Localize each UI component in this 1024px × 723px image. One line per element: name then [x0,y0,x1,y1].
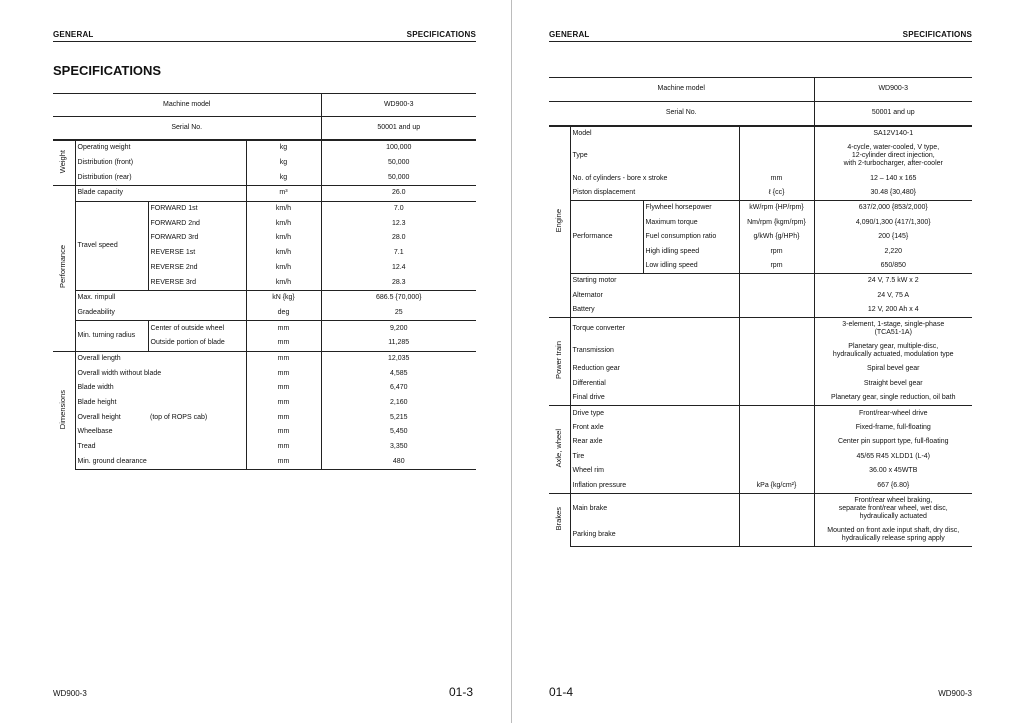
row-item: Max. rimpull [75,290,246,305]
row-unit: mm [246,425,321,440]
row-item: Tire [572,452,585,460]
travel-speed-label: Travel speed [75,201,148,290]
row-value: 50,000 [321,170,476,185]
row-unit: mm [246,440,321,455]
group-label-performance: Performance [53,186,75,352]
row-value: Spiral bevel gear [814,362,972,376]
row-value: 11,285 [321,336,476,351]
right-header-rule [549,41,972,42]
row-item: Blade height [77,399,117,406]
table-row [549,391,972,406]
table-row [549,362,972,376]
right-page-number: 01-4 [549,685,574,699]
row-unit: km/h [246,275,321,290]
row-item: Flywheel horsepower [643,201,739,216]
row-value: Straight bevel gear [814,377,972,391]
row-item: No. of cylinders - bore x stroke [572,174,668,182]
row-unit: m³ [246,186,321,202]
row-item: Differential [572,379,606,387]
row-item: Battery [572,306,595,314]
row-unit: kg [246,156,321,171]
row-item: REVERSE 2nd [148,261,246,276]
row-unit: km/h [246,216,321,231]
row-item: Distribution (rear) [77,173,132,181]
serial-row [549,102,972,127]
row-unit: mm [246,351,321,366]
row-value: 25 [321,306,476,321]
row-value: 28.0 [321,231,476,246]
table-row [549,201,972,216]
left-header-section: GENERAL [53,30,94,39]
row-value: 650/850 [814,259,972,274]
row-value: 9,200 [321,321,476,336]
row-unit: rpm [739,259,814,274]
page-title: SPECIFICATIONS [53,63,162,78]
row-item: High idling speed [643,244,739,258]
row-value: 24 V, 7.5 kW x 2 [814,274,972,289]
table-row [549,126,972,141]
table-row [53,321,476,336]
row-value: 686.5 {70,000} [321,290,476,305]
row-unit: mm [246,396,321,411]
table-row [549,377,972,391]
row-value: 45/65 R45 XLDD1 (L-4) [814,450,972,464]
row-value: Mounted on front axle input shaft, dry disc, hydraulically release spring apply [814,524,972,547]
row-item: Drive type [570,406,739,421]
group-label-axle-wheel: Axle, wheel [549,406,570,493]
row-value: 12 – 140 x 165 [814,171,972,185]
row-unit: kPa {kg/cm²} [739,478,814,493]
table-row [549,141,972,171]
group-label-engine: Engine [549,126,570,318]
table-row [53,366,476,381]
row-unit: mm [739,171,814,185]
row-value: 3-element, 1-stage, single-phase (TCA51-1A) [814,318,972,341]
machine-model-row [53,94,476,117]
table-row [53,306,476,321]
row-unit: mm [246,381,321,396]
row-item: Final drive [572,394,605,402]
row-unit: mm [246,336,321,351]
row-item: Overall width without blade [77,369,162,377]
group-label-dimensions: Dimensions [53,351,75,470]
table-row [549,340,972,362]
row-item: Maximum torque [643,216,739,230]
row-value: 480 [321,454,476,469]
serial-label: Serial No. [549,102,814,127]
row-item: Fuel consumption ratio [643,230,739,244]
row-item: Blade width [77,384,114,392]
serial-value: 50001 and up [814,102,972,127]
row-value: 5,215 [321,410,476,425]
row-value: Front/rear wheel braking, separate front/rear wheel, wet disc, hydraulically actuated [814,493,972,524]
row-unit: g/kWh {g/HPh} [739,230,814,244]
table-row [549,464,972,478]
row-unit: mm [246,366,321,381]
row-value: Center pin support type, full-floating [814,435,972,449]
row-item: REVERSE 1st [148,246,246,261]
row-item: FORWARD 1st [148,201,246,216]
row-unit: ℓ {cc} [739,186,814,201]
table-row [549,478,972,493]
row-item: Type [572,152,588,160]
row-value: 667 {6.80} [814,478,972,493]
row-item: REVERSE 3rd [148,275,246,290]
row-item: Wheel rim [572,467,605,475]
row-value: 7.0 [321,201,476,216]
row-item: Min. ground clearance [75,454,246,469]
row-item: Tread [77,443,96,451]
row-unit: mm [246,321,321,336]
row-unit: mm [246,454,321,469]
table-row [549,421,972,435]
row-item: Alternator [572,291,603,299]
machine-model-label: Machine model [53,94,321,117]
row-item: Center of outside wheel [148,321,246,336]
table-row [549,171,972,185]
row-value: 30.48 {30,480} [814,186,972,201]
row-value: 4,090/1,300 {417/1,300} [814,216,972,230]
turning-radius-label: Min. turning radius [75,321,148,351]
row-note: (top of ROPS cab) [150,413,208,421]
right-header-section: GENERAL [549,30,590,39]
table-row [549,450,972,464]
table-row [549,524,972,547]
table-row [549,303,972,318]
serial-row [53,117,476,141]
row-item: Starting motor [570,274,739,289]
table-row [53,381,476,396]
table-row [53,290,476,305]
row-item: Distribution (front) [77,159,134,166]
row-value: 200 {145} [814,230,972,244]
left-page-number: 01-3 [449,685,474,699]
row-value: 3,350 [321,440,476,455]
row-item: Outside portion of blade [148,336,246,351]
engine-performance-label: Performance [570,201,643,274]
row-item: Low idling speed [643,259,739,274]
table-row [53,454,476,469]
row-item: Torque converter [570,318,739,341]
row-item: Transmission [572,347,614,355]
machine-model-row [549,78,972,102]
left-header-rule [53,41,476,42]
row-unit: kg [246,170,321,185]
table-row [53,351,476,366]
group-label-power-train: Power train [549,318,570,406]
row-unit: rpm [739,244,814,258]
row-value: 4,585 [321,366,476,381]
table-row [53,410,476,425]
spec-table-left [53,93,476,470]
row-unit: mm [246,410,321,425]
row-item: Blade capacity [75,186,246,202]
table-row [549,435,972,449]
row-value: SA12V140-1 [814,126,972,141]
table-row [53,201,476,216]
spec-table-right [549,77,972,547]
row-value: 6,470 [321,381,476,396]
row-unit: km/h [246,246,321,261]
row-item: Main brake [570,493,739,524]
row-value: Fixed-frame, full-floating [814,421,972,435]
row-value: 12 V, 200 Ah x 4 [814,303,972,318]
left-header-title: SPECIFICATIONS [406,30,476,39]
row-value: 4-cycle, water-cooled, V type, 12-cylinder direct injection, with 2-turbocharger, after-cooler [814,141,972,171]
row-value: 12.4 [321,261,476,276]
row-item: Parking brake [570,524,739,547]
row-item: Wheelbase [77,428,113,436]
table-row [549,406,972,421]
row-value: 12,035 [321,351,476,366]
table-row [53,170,476,185]
row-value: 12.3 [321,216,476,231]
table-row [53,440,476,455]
row-value: 28.3 [321,275,476,290]
row-item: Gradeability [77,308,115,316]
row-value: 2,160 [321,396,476,411]
group-label-brakes: Brakes [549,493,570,546]
row-unit: kg [246,140,321,156]
row-item: Rear axle [572,438,603,446]
row-item: Model [570,126,739,141]
row-value: 7.1 [321,246,476,261]
row-item: Front axle [572,424,604,432]
serial-label: Serial No. [53,117,321,141]
table-row [53,186,476,202]
row-item: Piston displacement [572,188,636,196]
table-row [549,493,972,524]
row-item: Overall length [75,351,246,366]
group-label-weight: Weight [53,140,75,186]
row-value: 5,450 [321,425,476,440]
row-value: 24 V, 75 A [814,289,972,303]
row-unit: Nm/rpm {kgm/rpm} [739,216,814,230]
table-row [549,274,972,289]
row-unit: km/h [246,261,321,276]
table-row [53,396,476,411]
table-row [549,318,972,341]
row-value: 26.0 [321,186,476,202]
row-value: 50,000 [321,156,476,171]
row-value: Planetary gear, single reduction, oil bath [814,391,972,406]
row-value: 637/2,000 {853/2,000} [814,201,972,216]
right-footer-model: WD900-3 [938,689,972,698]
row-value: 36.00 x 45WTB [814,464,972,478]
row-item: Operating weight [75,140,246,156]
table-row [53,425,476,440]
row-item: Overall height [77,413,121,421]
row-value: 100,000 [321,140,476,156]
machine-model-value: WD900-3 [814,78,972,102]
table-row [549,289,972,303]
table-row [549,186,972,201]
row-unit: km/h [246,201,321,216]
row-item: FORWARD 3rd [148,231,246,246]
table-row [53,140,476,156]
table-row [53,156,476,171]
row-unit: km/h [246,231,321,246]
machine-model-value: WD900-3 [321,94,476,117]
row-value: Front/rear-wheel drive [814,406,972,421]
machine-model-label: Machine model [549,78,814,102]
row-item: Inflation pressure [572,481,627,489]
row-value: 2,220 [814,244,972,258]
left-footer-model: WD900-3 [53,689,87,698]
row-unit: kW/rpm {HP/rpm} [739,201,814,216]
serial-value: 50001 and up [321,117,476,141]
row-value: Planetary gear, multiple-disc, hydraulically actuated, modulation type [814,340,972,362]
row-unit: deg [246,306,321,321]
right-header-title: SPECIFICATIONS [902,30,972,39]
row-item: FORWARD 2nd [148,216,246,231]
row-item: Reduction gear [572,365,620,373]
row-unit: kN {kg} [246,290,321,305]
